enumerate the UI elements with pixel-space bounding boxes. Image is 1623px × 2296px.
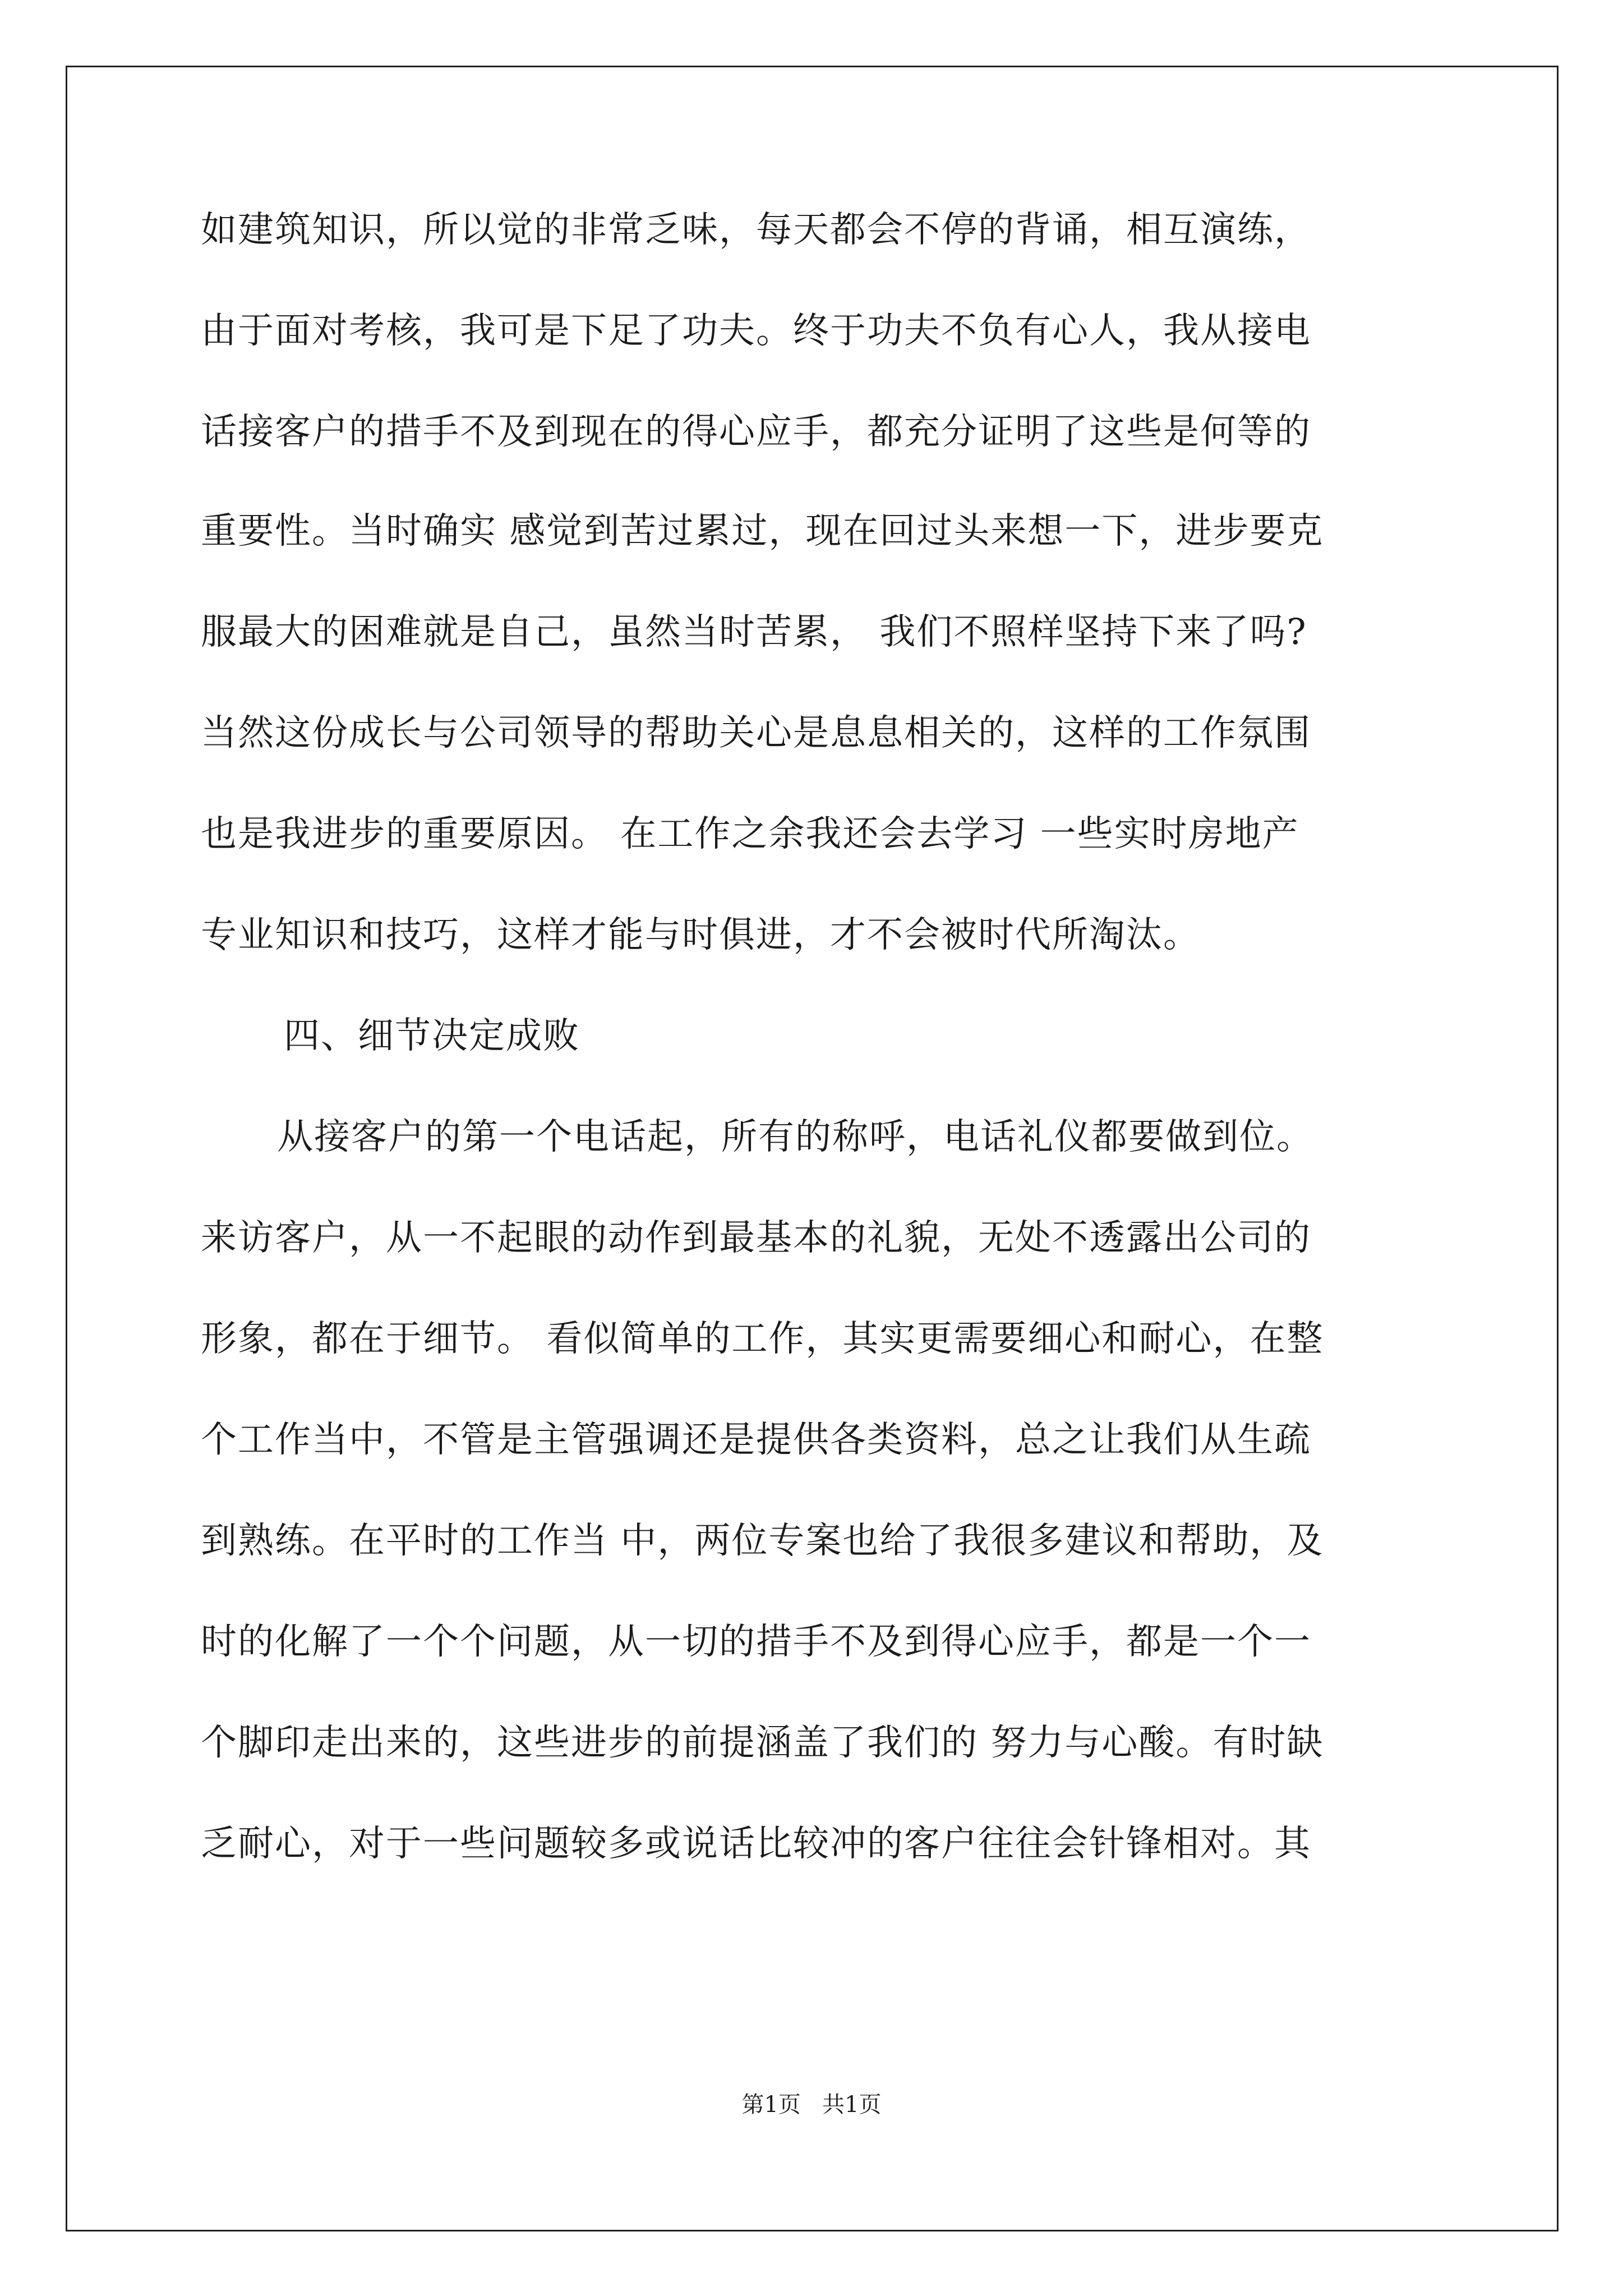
- body-text-line: 如建筑知识，所以觉的非常乏味，每天都会不停的背诵，相互演练，: [201, 209, 1311, 251]
- body-text-line: 专业知识和技巧，这样才能与时俱进，才不会被时代所淘汰。: [201, 914, 1200, 956]
- body-text-line: 重要性。当时确实 感觉到苦过累过，现在回过头来想一下，进步要克: [201, 510, 1324, 552]
- body-text-line: 到熟练。在平时的工作当 中，两位专案也给了我很多建议和帮助，及: [201, 1520, 1324, 1562]
- body-text-line: 从接客户的第一个电话起，所有的称呼，电话礼仪都要做到位。: [277, 1116, 1313, 1158]
- body-text-line: 由于面对考核，我可是下足了功夫。终于功夫不负有心人，我从接电: [201, 310, 1311, 352]
- body-text-line: 形象，都在于细节。 看似简单的工作，其实更需要细心和耐心，在整: [201, 1318, 1324, 1360]
- body-text-line: 时的化解了一个个问题，从一切的措手不及到得心应手，都是一个一: [201, 1621, 1311, 1663]
- body-text-line: 当然这份成长与公司领导的帮助关心是息息相关的，这样的工作氛围: [201, 712, 1311, 754]
- body-text-line: 个脚印走出来的，这些进步的前提涵盖了我们的 努力与心酸。有时缺: [201, 1722, 1324, 1764]
- body-text-line: 也是我进步的重要原因。 在工作之余我还会去学习 一些实时房地产: [201, 813, 1299, 855]
- body-text-line: 服最大的困难就是自己，虽然当时苦累， 我们不照样坚持下来了吗?: [201, 611, 1307, 653]
- page-number-footer: 第1页 共1页: [741, 2092, 882, 2118]
- body-text-line: 话接客户的措手不及到现在的得心应手，都充分证明了这些是何等的: [201, 411, 1311, 453]
- body-text-line: 个工作当中，不管是主管强调还是提供各类资料，总之让我们从生疏: [201, 1419, 1311, 1461]
- body-text-line: 来访客户，从一不起眼的动作到最基本的礼貌，无处不透露出公司的: [201, 1217, 1311, 1259]
- body-text-line: 乏耐心，对于一些问题较多或说话比较冲的客户往往会针锋相对。其: [201, 1823, 1311, 1865]
- section-heading: 四、细节决定成败: [284, 1015, 580, 1057]
